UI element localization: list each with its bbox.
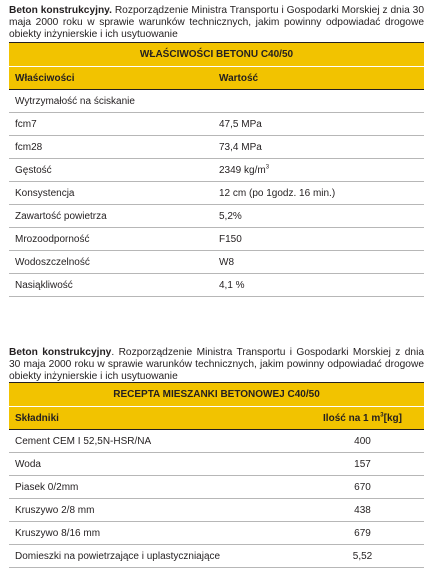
recipe-table-title: RECEPTA MIESZANKI BETONOWEJ C40/50 [9, 382, 424, 407]
property-cell: Zawartość powietrza [15, 210, 107, 222]
value-text: 2349 kg/m [219, 164, 266, 176]
intro-paragraph-1 [9, 5, 424, 42]
header-amount-unit: [kg] [383, 412, 402, 424]
table-row [9, 228, 424, 251]
component-cell: Kruszywo 2/8 mm [15, 504, 95, 516]
value-cell [219, 234, 424, 245]
value-cell [219, 211, 424, 222]
table-row [9, 113, 424, 136]
header-value: Wartość [219, 72, 259, 84]
value-cell [219, 142, 424, 153]
table-row [9, 90, 424, 113]
header-components: Składniki [15, 412, 59, 424]
value-text: 47,5 MPa [219, 118, 262, 130]
property-cell: Mrozoodporność [15, 233, 90, 245]
value-text: 12 cm (po 1godz. 16 min.) [219, 187, 336, 199]
value-text: 4,1 % [219, 279, 245, 291]
recipe-table-body [9, 430, 424, 568]
table-row [9, 136, 424, 159]
intro-text-2: . Rozporządzenie Ministra Transportu i Gospodarki Morskiej z dnia 30 maja 2000 roku w sprawie warunków technicznych, jakim powinny odpowiadać drogowe obiekty inżynierskie i ich usytuowanie [9, 347, 424, 383]
property-cell: Wodoszczelność [15, 256, 90, 268]
amount-cell: 5,52 [352, 550, 373, 562]
table-row [9, 159, 424, 182]
value-superscript: 3 [265, 164, 270, 171]
intro-bold-1: Beton konstrukcyjny. [9, 5, 112, 16]
properties-table-body [9, 90, 424, 297]
component-cell: Kruszywo 8/16 mm [15, 527, 101, 539]
table-row [9, 545, 424, 568]
value-cell [219, 188, 424, 199]
recipe-table-header [9, 407, 424, 430]
recipe-table [9, 382, 424, 568]
header-properties: Właściwości [15, 72, 75, 84]
table-row [9, 453, 424, 476]
properties-table-title: WŁAŚCIWOŚCI BETONU C40/50 [9, 42, 424, 67]
table-row [9, 274, 424, 297]
amount-cell: 157 [354, 458, 371, 470]
table-row [9, 499, 424, 522]
property-cell: Wytrzymałość na ściskanie [15, 95, 135, 107]
value-cell [219, 257, 424, 268]
table-row [9, 182, 424, 205]
amount-cell: 400 [354, 435, 371, 447]
amount-cell: 670 [354, 481, 371, 493]
component-cell: Piasek 0/2mm [15, 481, 79, 493]
component-cell: Domieszki na powietrzające i uplastyczniające [15, 550, 221, 562]
property-cell: Nasiąkliwość [15, 279, 73, 291]
property-cell: Gęstość [15, 164, 52, 176]
property-cell: fcm28 [15, 141, 43, 153]
table-row [9, 476, 424, 499]
intro-text-1: Rozporządzenie Ministra Transportu i Gospodarki Morskiej z dnia 30 maja 2000 roku w sprawie warunków technicznych, jakim powinny odpowiadać drogowe obiekty inżynierskie i ich usytuowanie [9, 5, 424, 41]
properties-table [9, 42, 424, 297]
amount-cell: 438 [354, 504, 371, 516]
table-row [9, 205, 424, 228]
amount-cell: 679 [354, 527, 371, 539]
value-cell [219, 119, 424, 130]
value-text: W8 [219, 256, 234, 268]
value-cell [219, 280, 424, 291]
property-cell: fcm7 [15, 118, 37, 130]
intro-bold-2: Beton konstrukcyjny [9, 347, 112, 358]
header-amount [301, 413, 424, 424]
component-cell: Woda [15, 458, 41, 470]
property-cell: Konsystencja [15, 187, 75, 199]
value-text: 5,2% [219, 210, 242, 222]
header-amount-label: Ilość na 1 m [323, 412, 381, 424]
properties-table-header [9, 67, 424, 90]
table-row [9, 251, 424, 274]
component-cell: Cement CEM I 52,5N-HSR/NA [15, 435, 152, 447]
value-cell [219, 165, 424, 176]
intro-paragraph-2 [9, 347, 424, 384]
table-row [9, 522, 424, 545]
value-text: F150 [219, 233, 242, 245]
table-row [9, 430, 424, 453]
value-text: 73,4 MPa [219, 141, 262, 153]
header-amount-sup: 3 [380, 412, 384, 419]
